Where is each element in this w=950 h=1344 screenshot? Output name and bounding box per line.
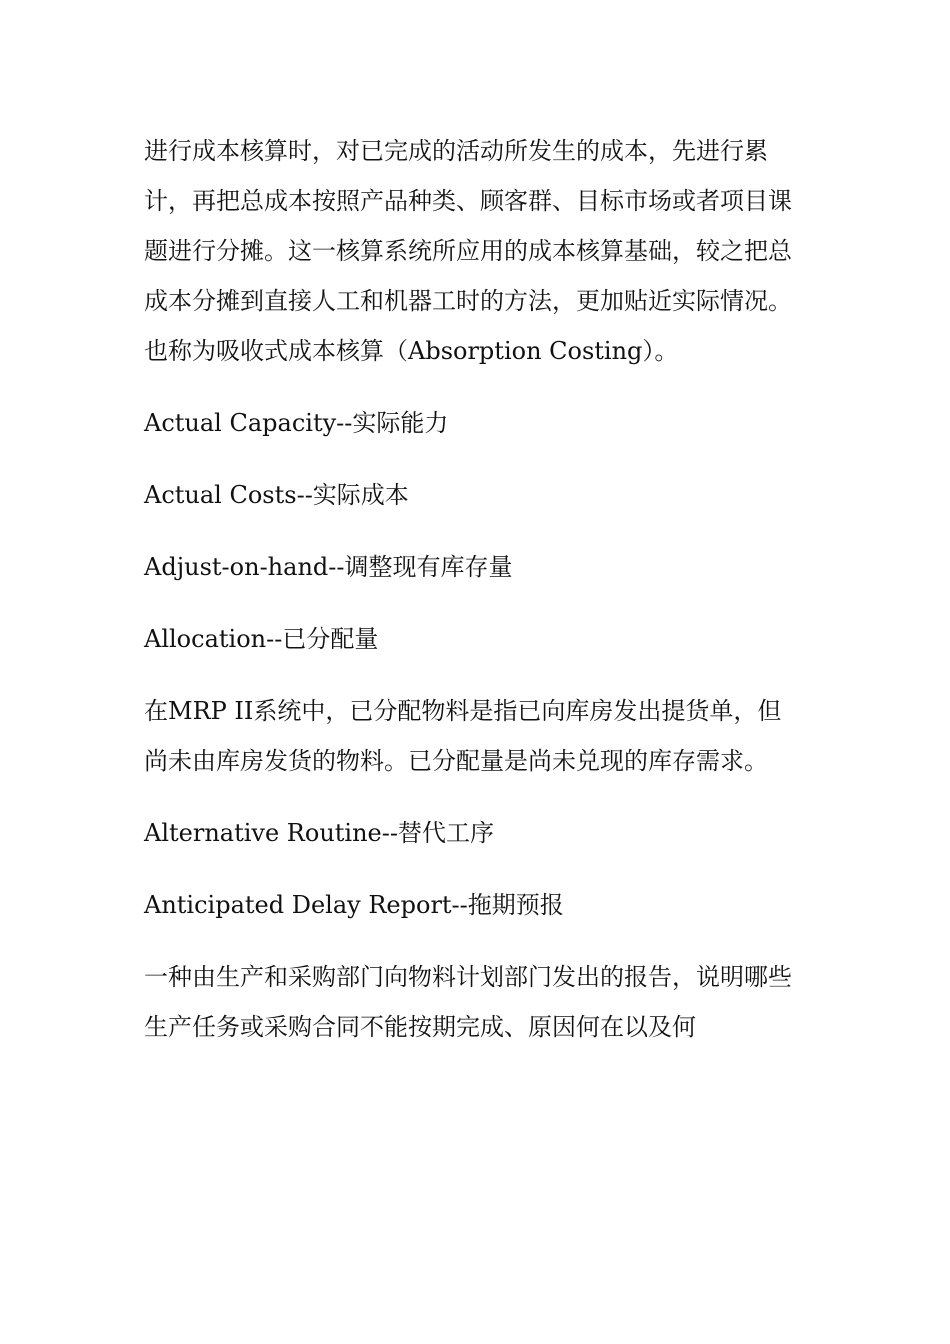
term-actual-capacity: Actual Capacity--实际能力: [144, 409, 449, 437]
paragraph-absorption-costing: 进行成本核算时，对已完成的活动所发生的成本，先进行累计，再把总成本按照产品种类、顾客群、目标市场或者项目课题进行分摊。这一核算系统所应用的成本核算基础，较之把总成本分摊到直接人工和机器工时的方法，更加贴近实际情况。也称为吸收式成本核算（Absorption Costing）。: [144, 137, 792, 365]
paragraph-allocation-definition: 在MRP II系统中，已分配物料是指已向库房发出提货单，但尚未由库房发货的物料。已分配量是尚未兑现的库存需求。: [144, 697, 782, 775]
term-adjust-on-hand: Adjust-on-hand--调整现有库存量: [144, 553, 513, 581]
term-alternative-routine: Alternative Routine--替代工序: [144, 819, 494, 847]
paragraph-delay-report-definition: 一种由生产和采购部门向物料计划部门发出的报告，说明哪些生产任务或采购合同不能按期完成、原因何在以及何: [144, 963, 792, 1041]
term-actual-costs: Actual Costs--实际成本: [144, 481, 409, 509]
term-anticipated-delay-report: Anticipated Delay Report--拖期预报: [144, 891, 564, 919]
term-allocation: Allocation--已分配量: [144, 625, 379, 653]
document-page: [144, 126, 804, 1052]
